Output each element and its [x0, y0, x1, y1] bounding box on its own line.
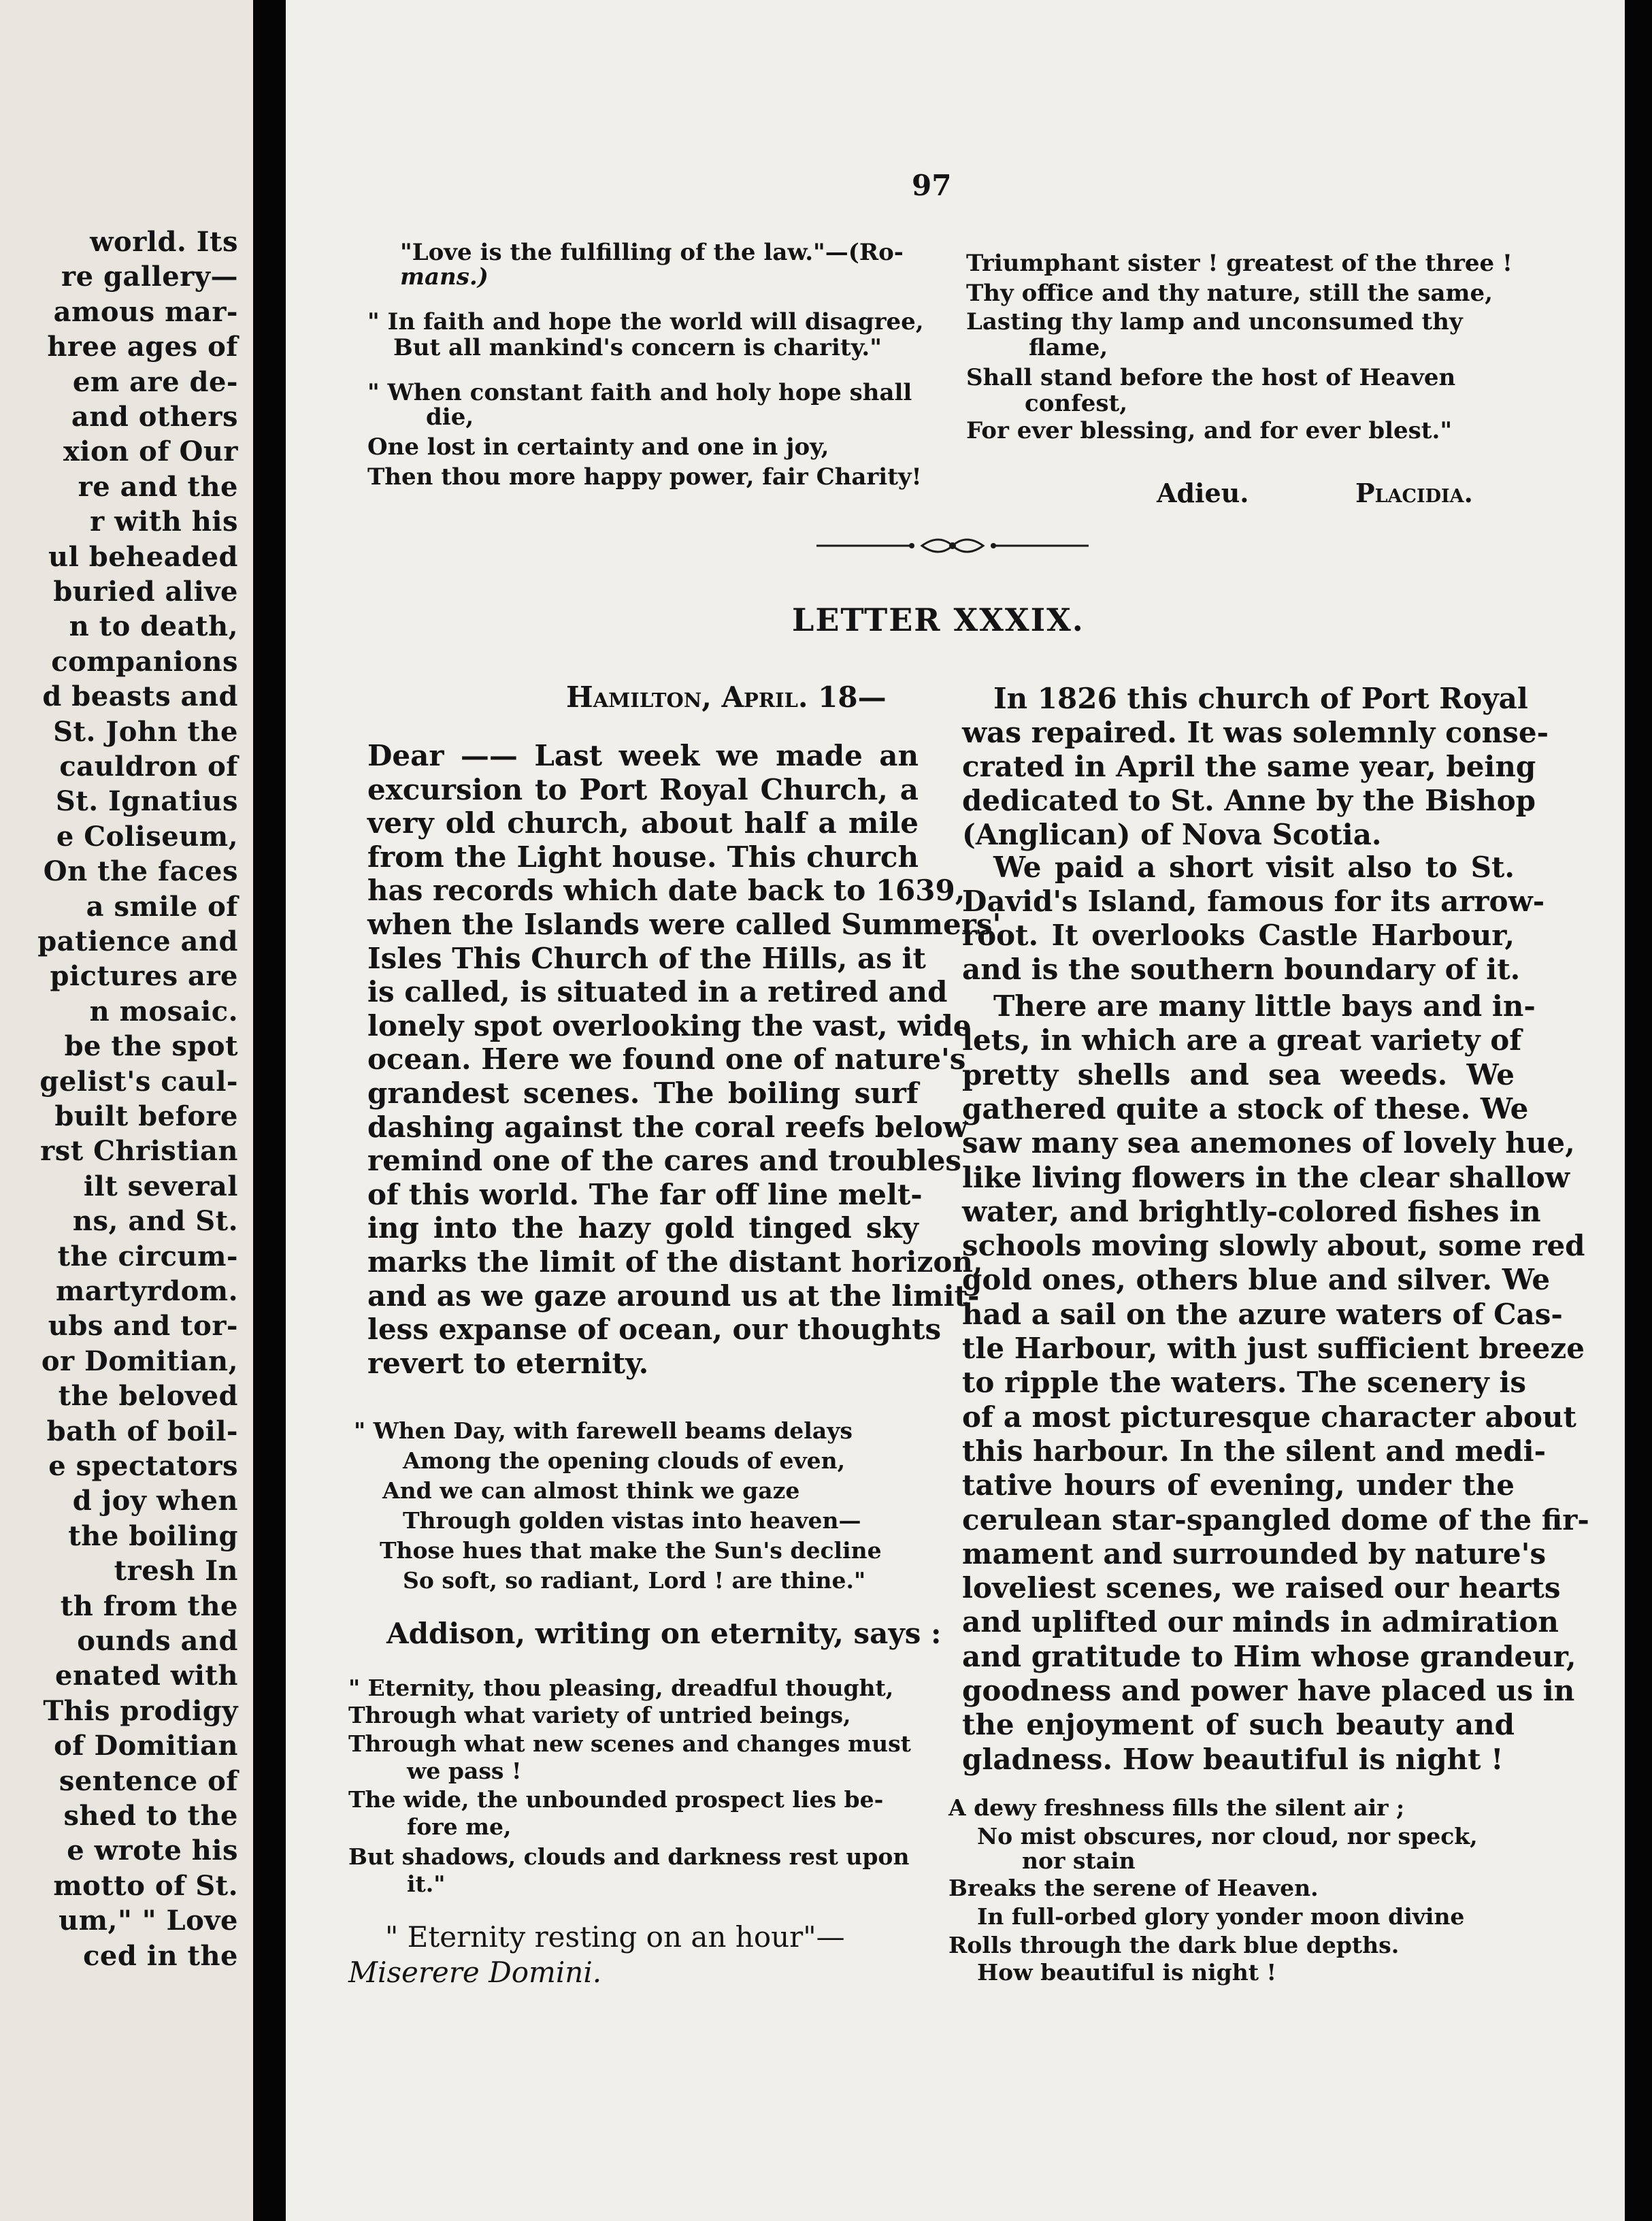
paragraph-line: dedicated to St. Anne by the Bishop	[962, 784, 1536, 817]
quote-line: For ever blessing, and for ever blest."	[966, 417, 1453, 444]
paragraph-line: gathered quite a stock of these. We	[962, 1091, 1529, 1125]
paragraph-line: gold ones, others blue and silver. We	[962, 1263, 1551, 1297]
adjacent-page-line: e spectators	[48, 1450, 238, 1482]
paragraph-line: to ripple the waters. The scenery is	[962, 1366, 1527, 1400]
adjacent-page-line: motto of St.	[53, 1869, 238, 1902]
adjacent-page-line: cauldron of	[59, 751, 238, 783]
adjacent-page-line: patience and	[37, 925, 238, 957]
signature: Placidia.	[1355, 478, 1473, 508]
adjacent-page-line: gelist's caul-	[39, 1065, 238, 1098]
paragraph-line: mament and surrounded by nature's	[962, 1536, 1547, 1570]
letter-heading: LETTER XXXIX.	[792, 602, 1085, 638]
paragraph-line: was repaired. It was solemnly conse-	[962, 716, 1549, 749]
paragraph-line: when the Islands were called Summers'	[367, 908, 1002, 941]
adjacent-page-line: shed to the	[63, 1800, 238, 1832]
adjacent-page-line: tresh In	[114, 1555, 238, 1587]
paragraph-line: crated in April the same year, being	[962, 750, 1536, 783]
paragraph-line: this harbour. In the silent and medi-	[962, 1434, 1547, 1468]
adjacent-page-line: sentence of	[59, 1764, 238, 1797]
book-page	[286, 0, 1625, 2221]
adjacent-page-line: This prodigy	[43, 1694, 238, 1727]
poem-line: No mist obscures, nor cloud, nor speck,	[977, 1823, 1478, 1849]
adjacent-page-line: ns, and St.	[72, 1205, 238, 1238]
quote-line: Thy office and thy nature, still the same,	[966, 280, 1493, 307]
adjacent-page-line: world. Its	[90, 226, 238, 258]
closing-quote-source: Miserere Domini.	[348, 1956, 602, 1989]
poem-line: fore me,	[407, 1813, 512, 1840]
poem-line: Through what variety of untried beings,	[348, 1702, 851, 1728]
quote-line: die,	[426, 404, 474, 431]
adjacent-page-line: or Domitian,	[41, 1345, 238, 1377]
paragraph-line: Isles This Church of the Hills, as it	[367, 941, 926, 975]
paragraph-line: revert to eternity.	[367, 1346, 649, 1380]
adjacent-page-line: of Domitian	[54, 1730, 238, 1762]
adjacent-page-line: St. Ignatius	[55, 785, 238, 818]
poem-line: And we can almost think we gaze	[382, 1477, 800, 1504]
adjacent-page-line: pictures are	[50, 960, 238, 993]
poem-line: nor stain	[1022, 1847, 1136, 1874]
paragraph-line: We paid a short visit also to St.	[993, 851, 1515, 884]
adjacent-page-line: martyrdom.	[55, 1275, 238, 1307]
adjacent-page-line: ounds and	[77, 1625, 238, 1657]
adjacent-page-line: th from the	[60, 1590, 238, 1622]
poem-line: Through what new scenes and changes must	[348, 1730, 911, 1757]
adjacent-page-line: d beasts and	[42, 680, 238, 713]
quote-line: Then thou more happy power, fair Charity!	[367, 463, 922, 491]
quote-line: Lasting thy lamp and unconsumed thy	[966, 308, 1463, 335]
paragraph-line: lonely spot overlooking the vast, wide	[367, 1008, 972, 1042]
poem-line: Breaks the serene of Heaven.	[948, 1875, 1319, 1901]
farewell-text: Adieu.	[1157, 478, 1249, 508]
adjacent-page-line: n to death,	[69, 610, 238, 643]
poem-line: A dewy freshness fills the silent air ;	[948, 1794, 1405, 1821]
paragraph-line: There are many little bays and in-	[993, 989, 1536, 1023]
poem-line: But shadows, clouds and darkness rest upon	[348, 1843, 910, 1870]
paragraph-line: remind one of the cares and troubles	[367, 1144, 962, 1178]
poem-line: Through golden vistas into heaven—	[403, 1507, 861, 1534]
adjacent-page-line: built before	[54, 1100, 238, 1132]
adjacent-page-line: companions	[51, 645, 238, 678]
adjacent-page-line: amous mar-	[53, 295, 238, 328]
romans-quote-line: mans.)	[400, 263, 489, 291]
paragraph-line: schools moving slowly about, some red	[962, 1229, 1585, 1263]
paragraph-line: lets, in which are a great variety of	[962, 1023, 1522, 1057]
paragraph-line: tle Harbour, with just sufficient breeze	[962, 1332, 1585, 1365]
adjacent-page-line: re gallery—	[61, 261, 238, 293]
adjacent-page-line: rst Christian	[40, 1135, 238, 1168]
poem-line: we pass !	[407, 1758, 522, 1784]
quote-line: confest,	[1025, 390, 1128, 417]
poem-line: The wide, the unbounded prospect lies be-	[348, 1786, 884, 1813]
adjacent-page-line: ilt several	[83, 1170, 238, 1202]
closing-quote: " Eternity resting on an hour"—	[385, 1920, 845, 1954]
paragraph-line: is called, is situated in a retired and	[367, 975, 948, 1009]
adjacent-page-line: On the faces	[43, 855, 238, 888]
adjacent-page-line: and others	[71, 401, 238, 433]
paragraph-line: of a most picturesque character about	[962, 1400, 1576, 1434]
paragraph-line: from the Light house. This church	[367, 840, 919, 874]
adjacent-page-line: hree ages of	[47, 331, 238, 363]
paragraph-line: pretty shells and sea weeds. We	[962, 1057, 1515, 1091]
paragraph-line: the enjoyment of such beauty and	[962, 1708, 1515, 1742]
paragraph-line: ing into the hazy gold tinged sky	[367, 1211, 919, 1245]
paragraph-line: marks the limit of the distant horizon,	[367, 1245, 983, 1279]
paragraph-line: Dear —— Last week we made an	[367, 739, 919, 772]
paragraph-line: loveliest scenes, we raised our hearts	[962, 1571, 1561, 1605]
adjacent-page-fragment	[0, 0, 253, 2221]
adjacent-page-line: um," " Love	[59, 1905, 238, 1937]
paragraph-line: (Anglican) of Nova Scotia.	[962, 818, 1382, 851]
quote-line: Shall stand before the host of Heaven	[966, 364, 1456, 391]
poem-line: In full-orbed glory yonder moon divine	[977, 1903, 1465, 1930]
adjacent-page-line: be the spot	[64, 1030, 238, 1063]
adjacent-page-line: buried alive	[53, 576, 238, 608]
paragraph-line: and gratitude to Him whose grandeur,	[962, 1639, 1576, 1673]
quote-line: But all mankind's concern is charity."	[393, 334, 882, 361]
paragraph-line: goodness and power have placed us in	[962, 1674, 1575, 1707]
paragraph-line: very old church, about half a mile	[367, 806, 919, 840]
poem-line: Among the opening clouds of even,	[403, 1447, 846, 1474]
paragraph-line: and as we gaze around us at the limit-	[367, 1279, 980, 1313]
adjacent-page-line: ced in the	[83, 1939, 238, 1972]
quote-line: One lost in certainty and one in joy,	[367, 433, 829, 461]
addison-intro: Addison, writing on eternity, says :	[386, 1617, 942, 1650]
adjacent-page-line: bath of boil-	[46, 1415, 238, 1447]
paragraph-line: gladness. How beautiful is night !	[962, 1742, 1504, 1776]
adjacent-page-line: re and the	[78, 470, 238, 503]
adjacent-page-line: the boiling	[68, 1519, 238, 1552]
paragraph-line: dashing against the coral reefs below	[367, 1110, 968, 1144]
adjacent-page-line: the circum-	[57, 1240, 238, 1272]
poem-line: So soft, so radiant, Lord ! are thine."	[403, 1567, 866, 1594]
adjacent-page-line: enated with	[55, 1660, 238, 1692]
adjacent-page-line: r with his	[90, 506, 238, 538]
romans-quote-line: "Love is the fulfilling of the law."—(Ro-	[400, 239, 904, 266]
poem-line: Those hues that make the Sun's decline	[380, 1537, 882, 1564]
paragraph-line: water, and brightly-colored fishes in	[962, 1194, 1541, 1228]
adjacent-page-line: the beloved	[58, 1380, 238, 1413]
paragraph-line: has records which date back to 1639,	[367, 874, 965, 908]
paragraph-line: and is the southern boundary of it.	[962, 953, 1521, 986]
paragraph-line: David's Island, famous for its arrow-	[962, 885, 1545, 918]
adjacent-page-line: St. John the	[53, 715, 238, 748]
paragraph-line: root. It overlooks Castle Harbour,	[962, 919, 1515, 952]
poem-line: " Eternity, thou pleasing, dreadful thought,	[348, 1675, 894, 1701]
adjacent-page-line: e wrote his	[67, 1835, 238, 1867]
paragraph-line: In 1826 this church of Port Royal	[993, 682, 1528, 715]
paragraph-line: like living flowers in the clear shallow	[962, 1160, 1570, 1194]
paragraph-line: grandest scenes. The boiling surf	[367, 1076, 919, 1110]
adjacent-page-line: ul beheaded	[48, 540, 238, 573]
ornament-divider-icon	[816, 533, 1089, 558]
page-number: 97	[912, 169, 952, 202]
paragraph-line: tative hours of evening, under the	[962, 1468, 1515, 1502]
page-edge	[1625, 0, 1652, 2221]
poem-line: " When Day, with farewell beams delays	[354, 1417, 853, 1444]
paragraph-line: of this world. The far off line melt-	[367, 1177, 923, 1211]
adjacent-page-line: em are de-	[72, 365, 238, 398]
dateline: Hamilton, April. 18—	[566, 680, 887, 714]
adjacent-page-line: n mosaic.	[89, 995, 238, 1027]
quote-line: flame,	[1029, 334, 1108, 361]
paragraph-line: less expanse of ocean, our thoughts	[367, 1313, 942, 1347]
paragraph-line: ocean. Here we found one of nature's	[367, 1042, 966, 1076]
adjacent-page-line: xion of Our	[63, 435, 238, 468]
adjacent-page-line: a smile of	[86, 890, 238, 923]
quote-line: " When constant faith and holy hope shall	[367, 379, 912, 406]
poem-line: it."	[407, 1871, 446, 1897]
paragraph-line: excursion to Port Royal Church, a	[367, 772, 919, 806]
quote-line: Triumphant sister ! greatest of the three !	[966, 250, 1513, 277]
quote-line: " In faith and hope the world will disagree,	[367, 308, 924, 335]
adjacent-page-line: d joy when	[72, 1485, 238, 1517]
paragraph-line: cerulean star-spangled dome of the fir-	[962, 1502, 1589, 1536]
paragraph-line: and uplifted our minds in admiration	[962, 1605, 1559, 1639]
paragraph-line: saw many sea anemones of lovely hue,	[962, 1126, 1575, 1160]
book-gutter	[253, 0, 286, 2221]
adjacent-page-line: e Coliseum,	[56, 820, 238, 853]
paragraph-line: had a sail on the azure waters of Cas-	[962, 1297, 1563, 1331]
poem-line: How beautiful is night !	[977, 1959, 1276, 1986]
poem-line: Rolls through the dark blue depths.	[948, 1932, 1400, 1958]
adjacent-page-line: ubs and tor-	[48, 1310, 238, 1343]
